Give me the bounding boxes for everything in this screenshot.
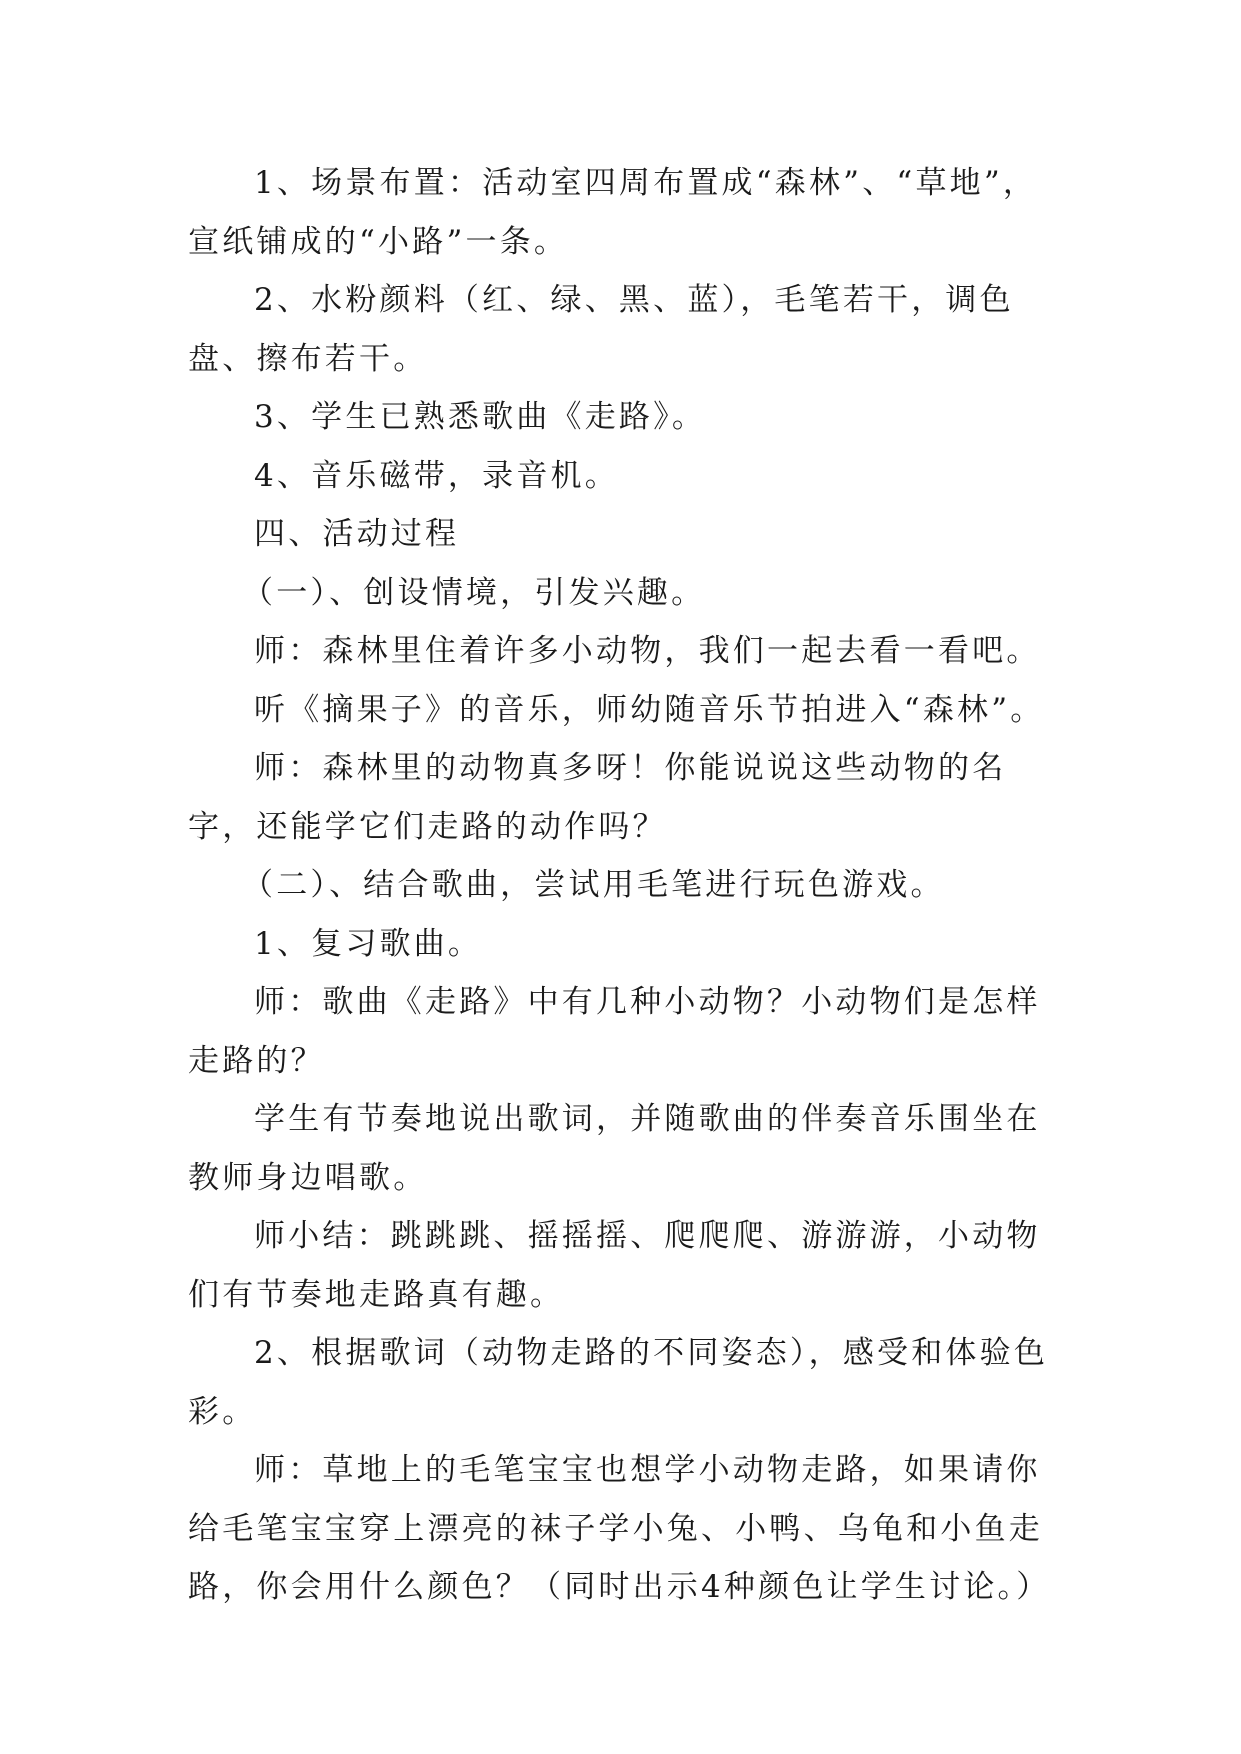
paragraph: 师小结：跳跳跳、摇摇摇、爬爬爬、游游游，小动物们有节奏地走路真有趣。 xyxy=(188,1218,1041,1313)
document-body xyxy=(188,154,1068,1617)
subsection-heading: （一）、创设情境，引发兴趣。 xyxy=(242,574,706,611)
section-heading: 四、活动过程 xyxy=(254,516,460,552)
paragraph: 4、音乐磁带，录音机。 xyxy=(254,457,619,494)
paragraph: 1、复习歌曲。 xyxy=(254,925,483,962)
paragraph: 师：歌曲《走路》中有几种小动物？小动物们是怎样走路的？ xyxy=(188,984,1041,1079)
paragraph: 2、根据歌词（动物走路的不同姿态），感受和体验色彩。 xyxy=(188,1335,1049,1430)
paragraph: 师：草地上的毛笔宝宝也想学小动物走路，如果请你给毛笔宝宝穿上漂亮的袜子学小兔、小鸭、乌龟和小鱼走路，你会用什么颜色？（同时出示4种颜色让学生讨论。） xyxy=(188,1452,1051,1605)
paragraph: 师：森林里住着许多小动物，我们一起去看一看吧。 xyxy=(254,633,1041,669)
subsection-heading: （二）、结合歌曲，尝试用毛笔进行玩色游戏。 xyxy=(242,867,945,903)
paragraph: 1、场景布置：活动室四周布置成“森林”、“草地”，宣纸铺成的“小路”一条。 xyxy=(188,165,1038,260)
paragraph: 学生有节奏地说出歌词，并随歌曲的伴奏音乐围坐在教师身边唱歌。 xyxy=(188,1101,1041,1196)
paragraph: 听《摘果子》的音乐，师幼随音乐节拍进入“森林”。 xyxy=(254,691,1045,728)
paragraph: 3、学生已熟悉歌曲《走路》。 xyxy=(254,399,707,435)
paragraph: 2、水粉颜料（红、绿、黑、蓝），毛笔若干，调色盘、擦布若干。 xyxy=(188,282,1014,377)
paragraph: 师：森林里的动物真多呀！你能说说这些动物的名字，还能学它们走路的动作吗？ xyxy=(188,750,1007,845)
